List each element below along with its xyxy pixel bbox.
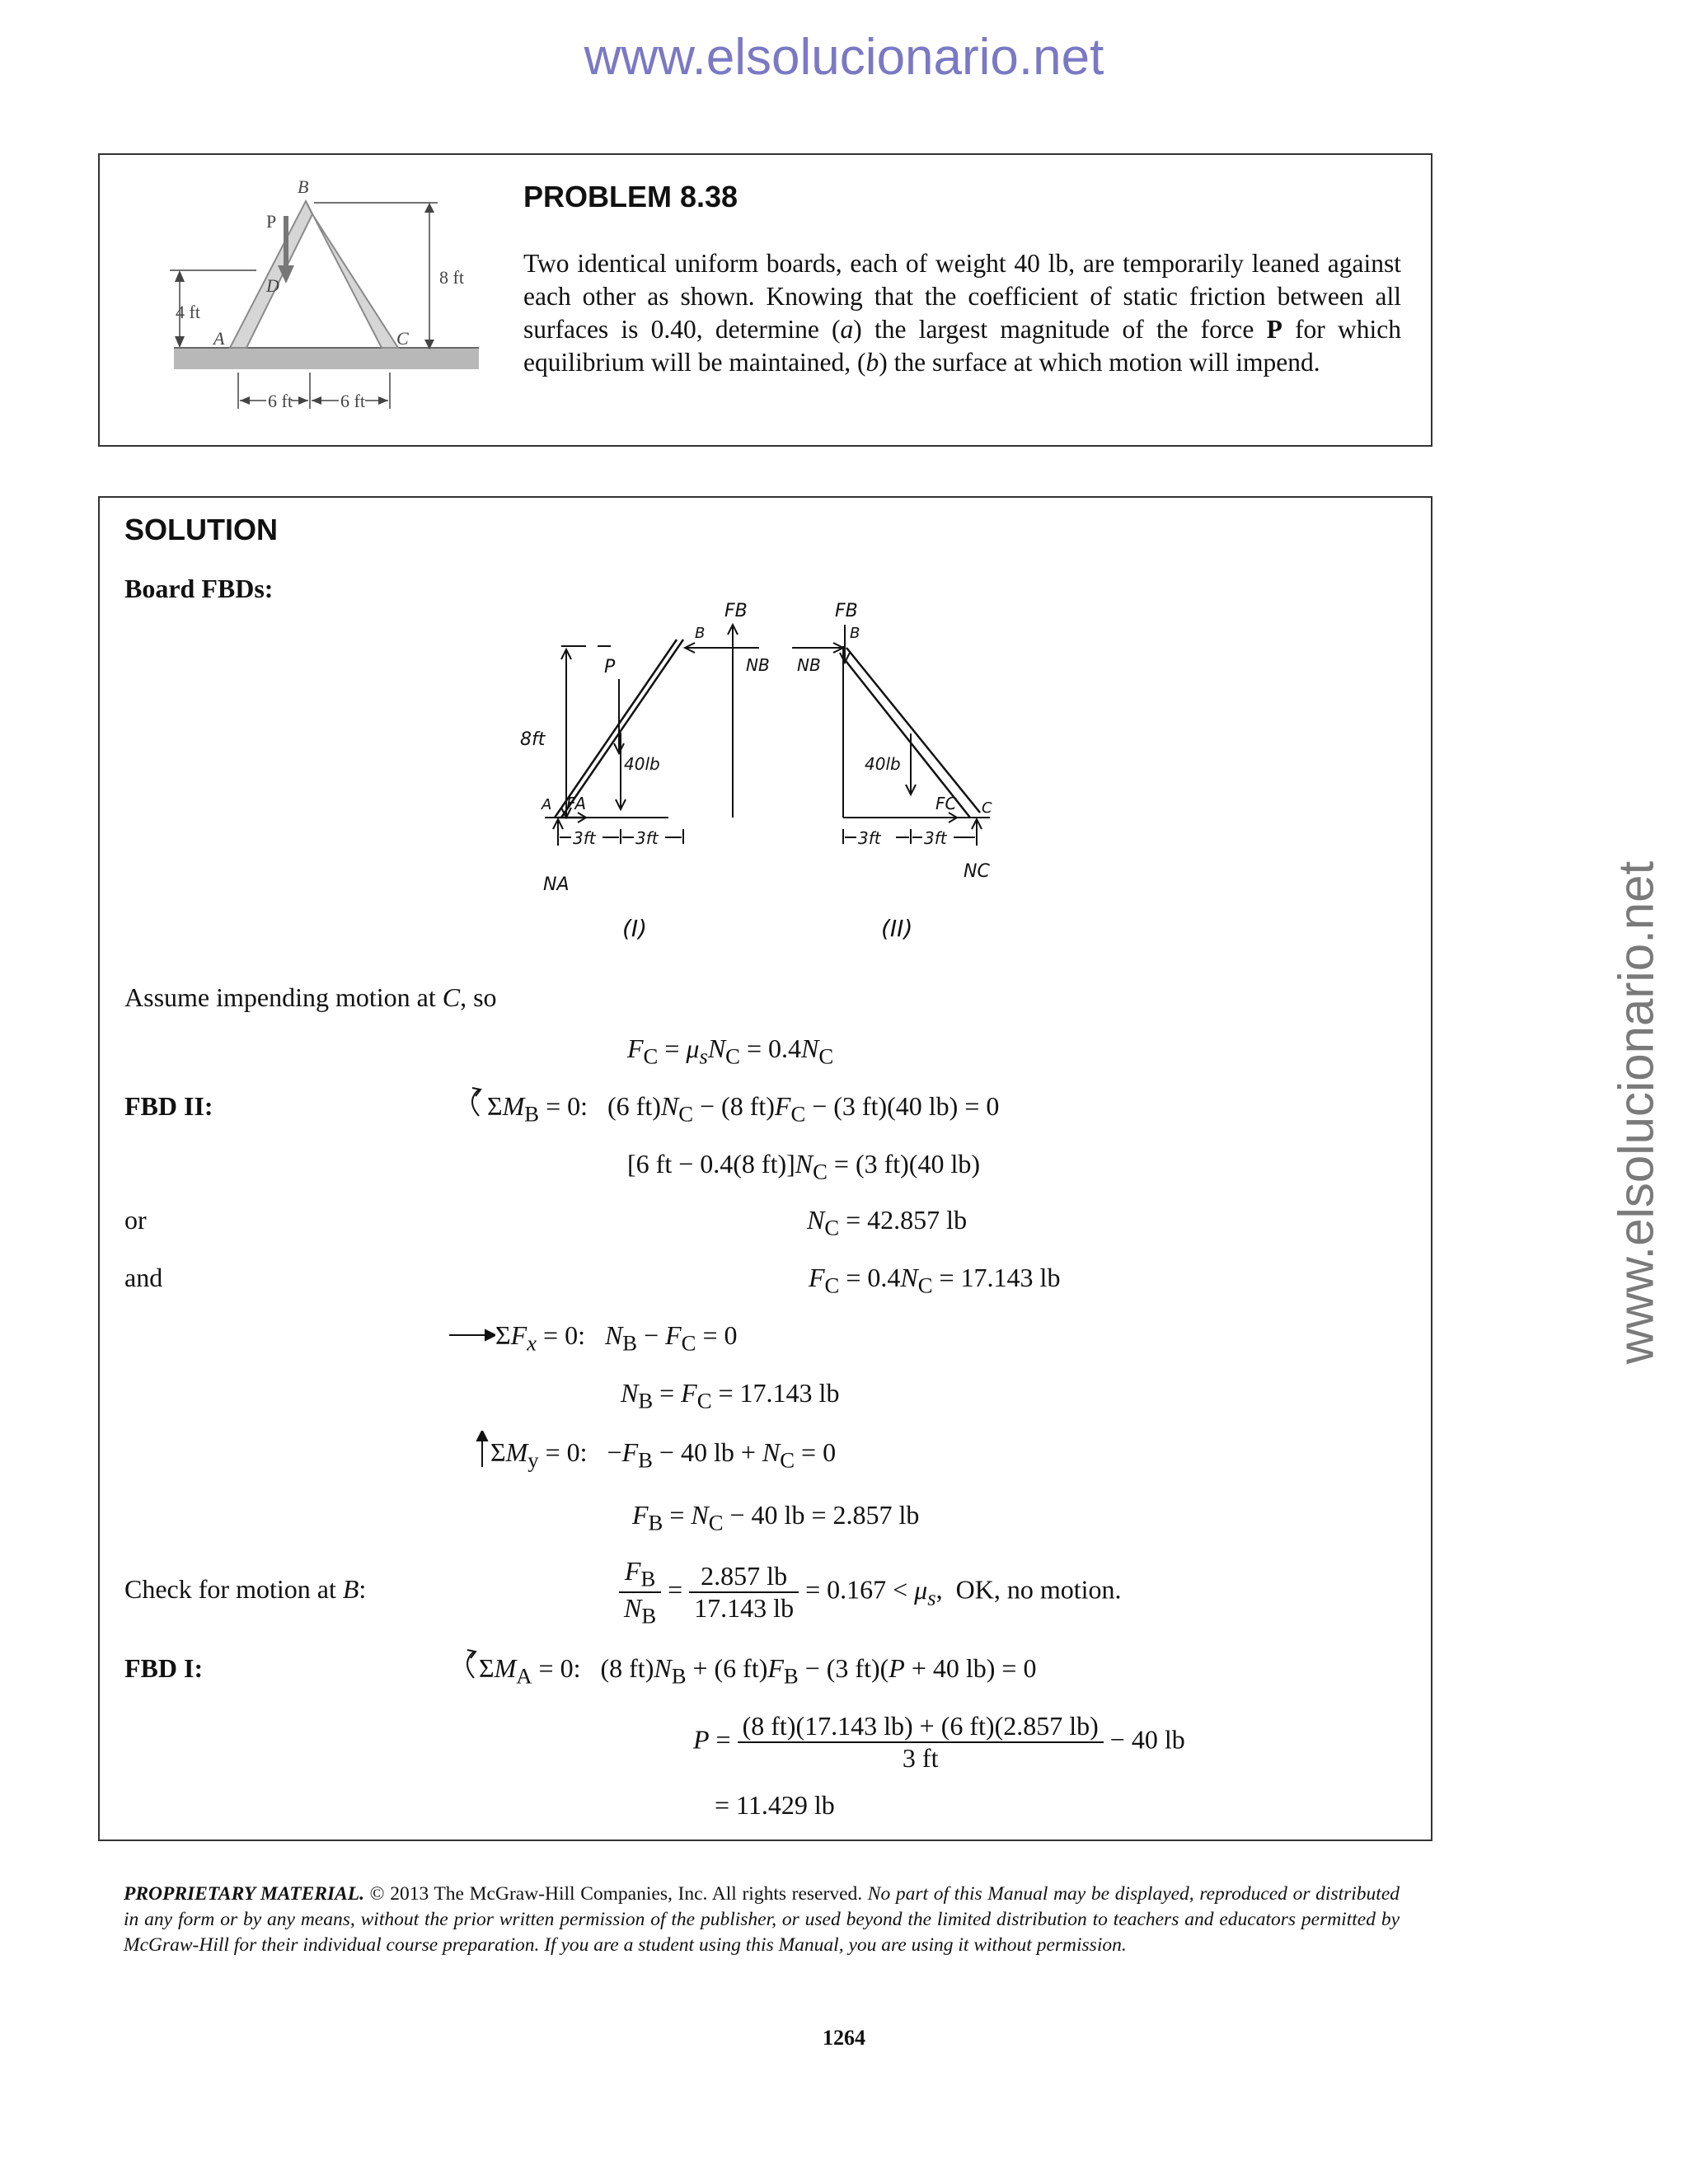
fbd-label-i: (I) [622,915,648,942]
fbd-label-ii: (II) [881,915,913,942]
fbd-b-right: B [850,625,860,642]
fbd2-label: FBD II: [124,1091,213,1121]
problem-statement: Two identical uniform boards, each of weight 40 lb, are temporarily leaned against each other as shown. Knowing that the coefficient of static friction between all surfaces is 0.40, determine (a) the largest magnitude of the force P for which equilibrium will be maintained, (b) the surface at which motion will impend. [523,249,1401,377]
moment-arrow-icon [461,1085,485,1121]
fbd-b-left: B [695,625,706,642]
eq-fc: $F_C = \mu_sN_C = 0.4N_C$ [627,1033,834,1069]
right-arrow-icon [449,1327,495,1343]
eq-mb2: [6 ft − 0.4(8 $ft)]N_C = (3$ ft)(40 lb) [627,1149,980,1184]
label-d: D [266,275,279,296]
fbd-40lb-right: 40lb [865,754,901,774]
check-text: Check for motion at B: [124,1574,367,1604]
fbd-nc: NC [964,861,990,882]
eq-my: $\Sigma M_y = 0$: $-F_B - 40$ lb + $N_C = 0$ [490,1437,837,1473]
eq-p: P = $\frac{(8 ft)(17.143 lb) + (6 ft)(2.857 lb)}{3 ft}$ − 40 lb [693,1711,1185,1773]
dim-6ft-left: 6 ft [268,391,293,411]
eq-check: $\frac{F_B}{N_B}$ = $\frac{2.857 lb}{17.143 lb}$ = $0.167 < \mu_s$, OK, no motion. [619,1556,1121,1629]
label-a: A [213,328,225,349]
label-c: C [396,328,409,349]
eq-mb: $\Sigma M_B = 0$: (6 $ft)N_C - (8$ $ft)F_C - (3$ ft)(40 lb) = 0 [487,1091,1000,1127]
board-bc [306,201,398,348]
dim-4ft: 4 ft [176,302,200,322]
fraction-fb-nb: $\frac{F_B}{N_B}$ [619,1556,661,1629]
watermark-top: www.elsolucionario.net [584,29,1104,86]
fbd-fc: FC [935,794,957,813]
solution-title: SOLUTION [124,513,278,546]
and-label: and [124,1263,163,1292]
eq-p-result: = 11.429 lb [715,1790,835,1820]
fbd-8ft: 8ft [520,729,546,750]
fbd1-label: FBD I: [124,1653,204,1683]
fbd-nb-right: NB [797,655,821,675]
fbd-c: C [982,799,992,817]
label-b: B [298,176,309,197]
moment-arrow-icon [456,1647,481,1683]
problem-title: PROBLEM 8.38 [523,180,738,213]
watermark-side: www.elsolucionario.net [1608,860,1664,1365]
eq-nb: $N_B = F_C = 17.143$ lb [621,1378,840,1413]
label-p: P [266,211,277,232]
up-arrow-icon [476,1431,489,1467]
fbd-nb-left: NB [746,655,770,675]
eq-ma: $\Sigma M_A = 0$: (8 $ft)N_B + (6$ $ft)F_B - (3$ ft)(P + 40 lb) = 0 [479,1653,1037,1689]
solution-box [98,496,1432,1841]
fbd-a: A [542,796,552,813]
fbd-p: P [604,657,616,677]
fbd-3ft-4: 3ft [924,828,947,848]
ground [174,348,479,369]
eq-fc2: $F_C = 0.4N_C = 17.143$ lb [809,1263,1061,1298]
fraction-values: $\frac{2.857 lb}{17.143 lb}$ [689,1561,799,1624]
fbd-fa: FA [566,794,587,813]
dim-8ft: 8 ft [439,267,464,288]
or-label: or [124,1205,147,1235]
check-result: = $0.167 < \mu_s$, OK, no motion. [805,1574,1122,1610]
fbd-3ft-3: 3ft [858,828,881,848]
page-number: 1264 [823,2026,865,2050]
fbd-na: NA [543,874,570,895]
assume-text: Assume impending motion at C, so [124,982,497,1012]
eq-nc: $N_C = 42.857$ lb [807,1205,968,1240]
fbd-heading: Board FBDs: [124,574,274,603]
fbd-fb-left: FB [724,601,748,621]
copyright-footer: PROPRIETARY MATERIAL. © 2013 The McGraw-Hill Companies, Inc. All rights reserved. No part of this Manual may be displayed, reproduced or distributed in any form or by any means, without the prior written permission of the publisher, or used beyond the limited distribution to teachers and educators permitted by McGraw-Hill for their individual course preparation. If you are a student using this Manual, you are using it without permission. [124,1883,1400,1956]
eq-fb: $F_B = N_C - 40$ lb = 2.857 lb [632,1500,920,1535]
fbd-3ft-2: 3ft [635,828,659,848]
eq-fx: $\Sigma F_x = 0$: $N_B - F_C = 0$ [495,1320,738,1356]
fbd-40lb-left: 40lb [624,754,660,774]
problem-box [98,153,1432,447]
fraction-p: $\frac{(8 ft)(17.143 lb) + (6 ft)(2.857 lb)}{3 ft}$ [738,1711,1104,1774]
fbd-fb-right: FB [835,601,858,621]
fbd-3ft-1: 3ft [573,828,596,848]
dim-6ft-right: 6 ft [340,391,365,411]
